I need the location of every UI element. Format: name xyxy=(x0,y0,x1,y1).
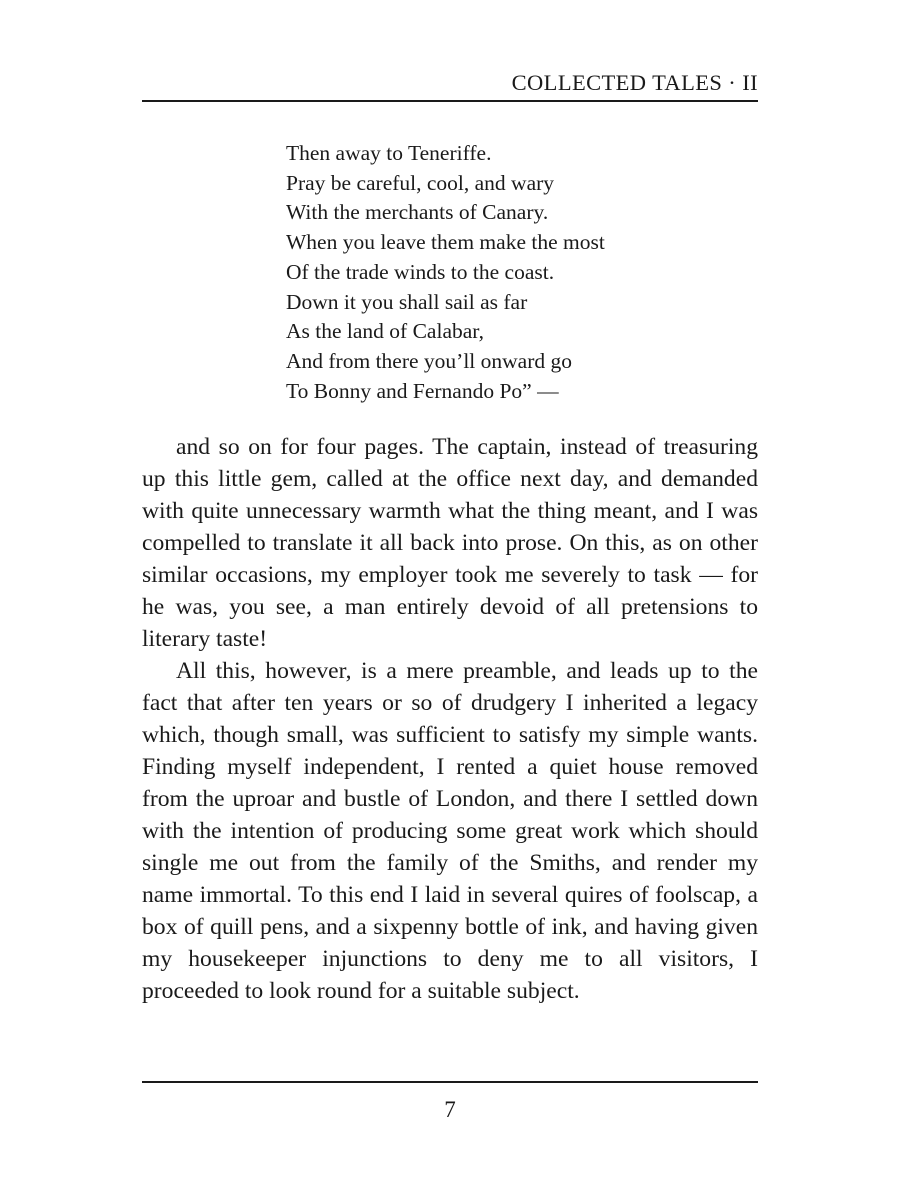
verse-line: To Bonny and Fernando Po” — xyxy=(286,378,559,403)
verse-line: Of the trade winds to the coast. xyxy=(286,259,555,284)
running-header: COLLECTED TALES · II xyxy=(511,70,758,95)
body-text xyxy=(142,431,758,1007)
verse-line: As the land of Calabar, xyxy=(286,319,484,344)
verse-line: Then away to Teneriffe. xyxy=(286,141,492,165)
body-paragraph: and so on for four pages. The captain, instead of treasuring up this little gem, called at the office next day, and demanded with quite unnecessary warmth what the thing meant, and I was compelled to translate it all back into prose. On this, as on other similar occasions, my employer took me severely to task — for he was, you see, a man entirely devoid of all pretensions to literary taste! xyxy=(142,434,758,652)
body-paragraph: All this, however, is a mere preamble, and leads up to the fact that after ten years or so of drudgery I inherited a legacy which, though small, was sufficient to satisfy my simple wants. Finding myself independent, I rented a quiet house removed from the uproar and bustle of London, and there I settled down with the intention of producing some great work which should single me out from the family of the Smiths, and render my name immortal. To this end I laid in several quires of foolscap, a box of quill pens, and a sixpenny bottle of ink, and having given my housekeeper injunctions to deny me to all visitors, I proceeded to look round for a suitable subject. xyxy=(142,658,758,1004)
verse-line: Down it you shall sail as far xyxy=(286,289,528,314)
footer-rule xyxy=(142,1081,758,1083)
header-rule xyxy=(142,100,758,102)
verse-line: And from there you’ll onward go xyxy=(286,348,572,373)
page-number: 7 xyxy=(444,1097,456,1122)
verse-block xyxy=(286,139,605,406)
verse-line: When you leave them make the most xyxy=(286,230,605,255)
verse-line: With the merchants of Canary. xyxy=(286,200,549,225)
verse-line: Pray be careful, cool, and wary xyxy=(286,170,555,195)
